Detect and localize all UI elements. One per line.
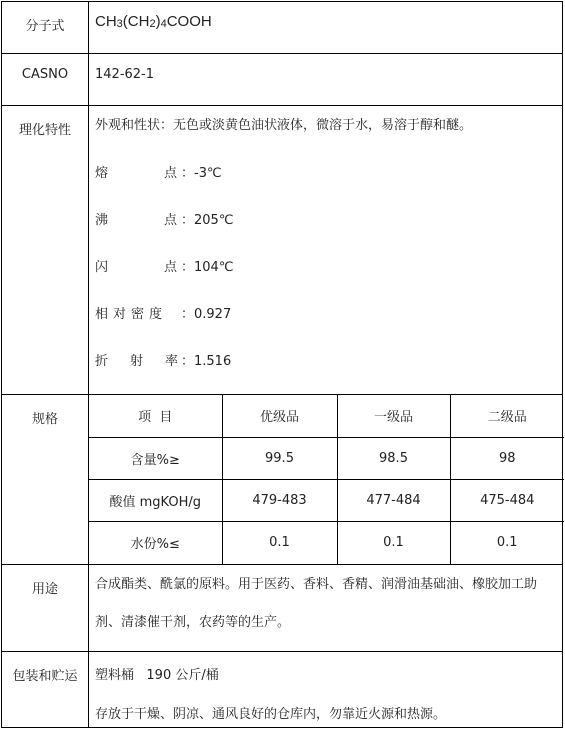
property-boiling-point [89, 214, 562, 261]
formula-part: COOH [166, 13, 212, 30]
cas-value: 142-62-1 [95, 67, 155, 82]
spec-header-row [89, 395, 564, 437]
formula-subscript: 2 [149, 18, 156, 30]
spec-value: 0.1 [222, 521, 337, 564]
physical-value-cell [89, 106, 563, 395]
spec-label-cell [2, 395, 89, 565]
formula-subscript: 3 [116, 18, 123, 30]
physical-label: 理化特性 [18, 123, 71, 138]
property-name: 折 射 率 [95, 354, 179, 369]
packaging-row [2, 652, 563, 728]
packaging-line-1: 塑料桶 190 公斤/桶 [95, 668, 219, 683]
spec-header-premium: 优级品 [222, 395, 337, 437]
property-density [89, 308, 562, 355]
formula-subscript: 4 [160, 18, 167, 30]
cas-row [2, 54, 563, 106]
property-name: 熔 点 [95, 166, 178, 181]
property-value: ：104℃ [181, 260, 234, 275]
physical-row [2, 106, 563, 395]
physical-description: 外观和性状：无色或淡黄色油状液体，微溶于水，易溶于醇和醚。 [95, 118, 473, 133]
spec-row-content [89, 437, 564, 479]
packaging-line-2: 存放于干燥、阴凉、通风良好的仓库内，勿靠近火源和热源。 [95, 707, 447, 722]
spec-row-moisture [89, 521, 564, 564]
formula-row [2, 2, 563, 54]
property-value: ：0.927 [181, 307, 232, 322]
formula-part: ) [155, 13, 161, 30]
physical-label-cell [2, 106, 89, 395]
spec-value: 98.5 [337, 437, 450, 479]
property-name: 相对密度 [95, 307, 168, 322]
formula-label-cell [2, 2, 89, 54]
property-flash-point [89, 261, 562, 308]
packaging-value-cell [89, 652, 563, 728]
use-label-cell [2, 565, 89, 652]
use-text: 合成酯类、酰氯的原料。用于医药、香料、香精、润滑油基础油、橡胶加工助剂、清漆催干剂，农药等的生产。 [95, 577, 538, 630]
spec-value: 0.1 [450, 521, 564, 564]
spec-table-cell [89, 395, 563, 565]
spec-value: 475-484 [450, 479, 564, 521]
spec-table [89, 395, 564, 564]
spec-value: 479-483 [222, 479, 337, 521]
formula-label: 分子式 [25, 19, 65, 34]
spec-row [2, 395, 563, 565]
packaging-label-cell [2, 652, 89, 728]
formula-value-cell [89, 2, 563, 54]
use-label: 用途 [31, 582, 58, 597]
spec-header-first-grade: 一级品 [337, 395, 450, 437]
spec-value: 99.5 [222, 437, 337, 479]
spec-value: 0.1 [337, 521, 450, 564]
property-name: 沸 点 [95, 213, 178, 228]
spec-value: 477-484 [337, 479, 450, 521]
spec-item-name: 水份%≤ [89, 521, 222, 564]
property-name: 闪 点 [95, 260, 178, 275]
cas-value-cell [89, 54, 563, 106]
property-melting-point [89, 167, 562, 214]
use-row [2, 565, 563, 652]
packaging-label: 包装和贮运 [12, 669, 78, 684]
formula-part: CH [95, 13, 117, 30]
spec-item-name: 含量%≥ [89, 437, 222, 479]
use-value-cell [89, 565, 563, 652]
cas-label: CASNO [21, 67, 69, 82]
spec-value: 98 [450, 437, 564, 479]
formula-value [89, 2, 562, 30]
property-refractive-index [89, 355, 562, 392]
cas-label-cell [2, 54, 89, 106]
formula-part: (CH [122, 13, 150, 30]
property-value: ：-3℃ [181, 166, 222, 181]
spec-header-item: 项 目 [89, 395, 222, 437]
spec-header-second-grade: 二级品 [450, 395, 564, 437]
spec-row-acid-value [89, 479, 564, 521]
spec-label: 规格 [31, 412, 58, 427]
property-value: ：1.516 [181, 354, 232, 369]
spec-item-name: 酸值 mgKOH/g [89, 479, 222, 521]
product-info-table [1, 1, 563, 728]
property-value: ：205℃ [181, 213, 234, 228]
